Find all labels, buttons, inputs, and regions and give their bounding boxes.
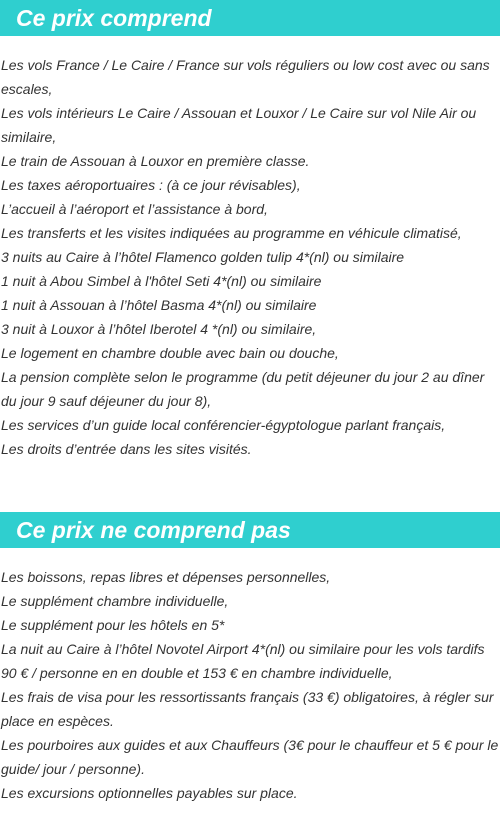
price-includes-heading: Ce prix comprend xyxy=(0,0,500,36)
price-includes-list xyxy=(0,53,500,461)
list-item: 3 nuits au Caire à l’hôtel Flamenco golden tulip 4*(nl) ou similaire xyxy=(1,249,405,265)
list-item: L’accueil à l’aéroport et l’assistance à bord, xyxy=(1,201,268,217)
list-item: Les frais de visa pour les ressortissants français (33 €) obligatoires, à régler sur place en espèces. xyxy=(1,689,494,729)
list-item: La pension complète selon le programme (du petit déjeuner du jour 2 au dîner du jour 9 sauf déjeuner du jour 8), xyxy=(1,369,485,409)
list-item: Les droits d’entrée dans les sites visités. xyxy=(1,441,252,457)
list-item: Le train de Assouan à Louxor en première classe. xyxy=(1,153,310,169)
list-item: Les pourboires aux guides et aux Chauffeurs (3€ pour le chauffeur et 5 € pour le guide/ jour / personne). xyxy=(1,737,499,777)
list-item: Les excursions optionnelles payables sur place. xyxy=(1,785,298,801)
list-item: 3 nuit à Louxor à l’hôtel Iberotel 4 *(nl) ou similaire, xyxy=(1,321,317,337)
list-item: Les boissons, repas libres et dépenses personnelles, xyxy=(1,569,331,585)
list-item: 1 nuit à Assouan à l’hôtel Basma 4*(nl) ou similaire xyxy=(1,297,317,313)
list-item: Les taxes aéroportuaires : (à ce jour révisables), xyxy=(1,177,301,193)
list-item: Les services d’un guide local conférencier-égyptologue parlant français, xyxy=(1,417,446,433)
list-item: Le logement en chambre double avec bain ou douche, xyxy=(1,345,339,361)
price-excludes-heading: Ce prix ne comprend pas xyxy=(0,512,500,548)
list-item: La nuit au Caire à l’hôtel Novotel Airport 4*(nl) ou similaire pour les vols tardifs 90 € / personne en en double et 153 € en chambre individuelle, xyxy=(1,641,485,681)
list-item: Les transferts et les visites indiquées au programme en véhicule climatisé, xyxy=(1,225,462,241)
list-item: Les vols intérieurs Le Caire / Assouan et Louxor / Le Caire sur vol Nile Air ou similaire, xyxy=(1,105,477,145)
list-item: Le supplément chambre individuelle, xyxy=(1,593,229,609)
price-excludes-list xyxy=(0,565,500,805)
list-item: Le supplément pour les hôtels en 5* xyxy=(1,617,225,633)
list-item: Les vols France / Le Caire / France sur vols réguliers ou low cost avec ou sans escales, xyxy=(1,57,490,97)
price-excludes-section xyxy=(0,512,500,805)
list-item: 1 nuit à Abou Simbel à l'hôtel Seti 4*(nl) ou similaire xyxy=(1,273,322,289)
